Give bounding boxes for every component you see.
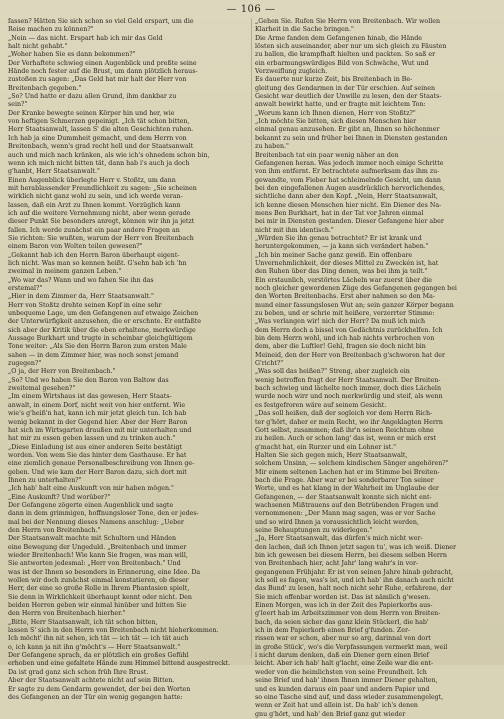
- text-line: „Nein — das nicht. Erspart hab ich mir das Geld: [8, 34, 163, 42]
- text-line: zustoßen zu sagen: „Das Geld hat mir halt der Herr von: [8, 76, 187, 84]
- text-line: Breitenbach tat ein paar wenig näher an den: [255, 151, 399, 159]
- text-line: dann in dem grimmigen, hoffnungsloser Tone, den er jedes-: [8, 510, 199, 518]
- text-line: Gott selbst, zusammen; daß ihr'n seinen Reichtum ohne: [255, 426, 434, 434]
- text-line: Halten Sie sich gegen mich, Herr Staatsanwalt,: [255, 451, 408, 459]
- text-line: zweitemal gesehen?": [8, 385, 76, 393]
- text-line: „Ich hab' halt eine Auskunft von mir haben mögen.": [8, 485, 174, 493]
- text-line: „So? Und wo haben Sie den Baron von Baltow das: [8, 376, 169, 384]
- text-line: „Im einem Wirtshaus ist das gewesen, Herr Staats-: [8, 393, 172, 401]
- text-line: wenn ich mich nicht bitten tät, dann hab i's auch ja doch: [8, 159, 190, 167]
- text-line: „Worum kann ich Ihnen dienen, Herr von Stoßtz?": [255, 109, 416, 117]
- text-line: Der Kranke bewegte seinen Körper hin und her, wie: [8, 109, 175, 117]
- text-line: erstemal?": [8, 285, 43, 292]
- text-line: g'hanbt, Herr Staatsanwalt.": [8, 168, 100, 176]
- text-line: „So? Und hatte er dazu allen Grund, ihm dankbar zu: [8, 93, 177, 101]
- text-line: dem, aber die Luftler! Gehl, fragen sie doch nicht bin: [255, 343, 426, 351]
- text-line: halt nicht gehabt.": [8, 43, 68, 51]
- text-line: Herr Staatsanwalt, lassen S' die alten Geschichten ruhen.: [8, 126, 194, 134]
- text-line: „Was soll das heißen?" Streng, aber zugleich ein: [255, 368, 410, 376]
- text-line: unbequeme Lage, um den Gefangenen auf etwaige Zeichen: [8, 310, 199, 318]
- text-line: „Ich möchte Sie bitten, sich diesen Menschen hier: [255, 118, 417, 126]
- text-line: mens Ben Burkhart, hat in der Tat vor Jahren einmal: [255, 209, 424, 217]
- text-line: wenig bekannt in der Gegend hier. Aber der Herr Baron: [8, 418, 188, 426]
- text-line: gegangenen Frühjahr. Er ist von seinen Jahre hinab gebracht,: [255, 568, 454, 576]
- text-line: Die Arme fanden dem Gefangenen hinab, die Hände: [255, 34, 422, 42]
- text-line: eine ziemlich genaue Personalbeschreibung von Ihnen ge-: [8, 460, 195, 468]
- text-line: lassen S' sich in den Herrn von Breitenbach nicht hieherkommen.: [8, 627, 219, 635]
- text-line: Sie antworten jedesmal: „Herr von Breitenbach." Und: [8, 560, 181, 568]
- text-line: ich in dem Papierkorb einen Brief g'funden. Zer-: [255, 627, 411, 635]
- text-line: sein?": [8, 101, 28, 109]
- text-line: in große Stück', wo's die Verpfassungen vermerkt man, weil: [255, 643, 448, 651]
- text-line: fassen? Hätten Sie sich schon so viel Geld erspart, um die: [8, 18, 194, 25]
- text-line: i nicht darum denken, daß ein Diener gern einen Brief: [255, 652, 429, 660]
- text-line: „Ja, Herr Staatsanwalt, das dürfen's mich nicht wer-: [255, 535, 423, 543]
- text-line: Verzweiflung zugleich.: [255, 68, 328, 76]
- text-line: Gefangenen, — der Staatsanwalt konnte sich nicht ent-: [255, 493, 432, 501]
- text-line: hat sich im Wirtsgarten draußen mit mir unterhalten und: [8, 426, 192, 434]
- text-line: den Worten Breitenbachs. Erst aber nahmen so den Ma-: [255, 293, 435, 301]
- text-line: bin dem Herrn wohl, und ich hab nichts verbrochen von: [255, 335, 435, 343]
- text-line: „Eine Auskunft? Und worüber?": [8, 493, 111, 501]
- text-line: von Breitenbach hier, acht Jahr' lang wahr's in vor-: [255, 560, 419, 568]
- text-line: nicht mit ihm identisch.": [255, 226, 334, 234]
- text-line: bin ich gewesen bei diesem Herrn, bei diesem selben Herrn: [255, 552, 447, 559]
- text-line: rissen war er schon, aber nur so arg, darinnal von dort: [255, 635, 431, 643]
- text-line: seine Brief und hab' ihnen Ihnen immer Diener gehalten,: [255, 677, 438, 685]
- text-line: einmal genau anzusehen. Er gibt an, Ihnen so höchenmer: [255, 126, 440, 134]
- text-line: wenig betroffen fragt der Herr Staatsanwalt. Der Breiten-: [255, 376, 441, 384]
- text-line: mit herablassender Freundlichkeit zu sagen: „Sie scheinen: [8, 184, 197, 192]
- text-line: „Das soll heißen, daß der sogleich vor dem Herrn Rich-: [255, 410, 433, 418]
- text-line: „Hier in dem Zimmer da, Herr Staatsanwalt.": [8, 293, 154, 301]
- text-line: zu beben, und er schrie mit heißere, verzerrter Stimme:: [255, 310, 435, 318]
- text-line: Hände noch fester auf die Brust, um dann plötzlich heraus-: [8, 68, 198, 76]
- text-line: Sie mich offenbar worden ist. Das ist nämlich g'wesen.: [255, 593, 431, 601]
- text-line: bei den eingefallenen Augen ausdrücklich hervorlichendes,: [255, 184, 445, 192]
- text-line: Klarheit in die Sache bringen.": [255, 26, 354, 34]
- text-line: „Woher haben Sie es dann bekommen?": [8, 51, 136, 59]
- text-line: Meineid, den der Herr von Breitenbach g'schworen hat der: [255, 351, 445, 359]
- text-line: g'leert hab im Arbeitszimmer von dem Herrn von Breiten-: [255, 610, 441, 618]
- text-line: einem Baron von Wolten teilen gewesen?": [8, 243, 143, 251]
- text-line: o, ich kann ja nit ihn g'möcht's — Herr Staatsanwalt.": [8, 643, 181, 651]
- text-line: und so wird Ihnen ja voraussichtlich leicht werden,: [255, 518, 419, 526]
- text-line: bach, da seien sicher das ganz klein Stückerl, die hab': [255, 618, 429, 626]
- text-line: ter g'hört, daher er mein Recht, wo ihr Angeklagten Herrn: [255, 418, 443, 426]
- text-line: Mir einem seltenen Lachen hat er im Stimme bei Breiten-: [255, 468, 440, 476]
- text-line: Ich hab ja eine Dummheit gemacht, und dem Herrn von: [8, 134, 187, 142]
- text-line: wirklich nicht ganz wohl zu sein, und ich werde veran-: [8, 193, 183, 201]
- text-line: anwalt, in einem Dorf, nicht weit von hier entfernt. Wie: [8, 401, 186, 409]
- text-line: seine Behauptungen zu widerlegen.": [255, 526, 373, 534]
- left-column: [8, 18, 247, 701]
- text-line: anwalt bewirkt hatte, und er fragte mit leichtem Ton:: [255, 101, 426, 109]
- text-line: leicht. Aber ich hab' halt g'lacht, eine Zeile war die ent-: [255, 660, 434, 668]
- text-line: sahen — in dem Zimmer hier, was noch sonst jemand: [8, 351, 179, 359]
- text-line: bekannt zu sein und früher bei Ihnen in Diensten gestanden: [255, 134, 448, 142]
- text-line: bei mir in Diensten gestanden. Dieser Gefangene hier aber: [255, 218, 444, 226]
- text-line: Ich möcht' ihn nit sehen, ich tät — ich tät — ich tät auch: [8, 635, 189, 643]
- text-line: weder von die heimlichsten von seine Freundheit. Ich: [255, 668, 427, 676]
- text-line: worden. Von wem Sie das hinter dem Gasthause. Er hat: [8, 451, 187, 459]
- text-line: „Würden Sie ihn genau betrachtet? Er ist krank und: [255, 234, 422, 242]
- text-line: Aber der Staatsanwalt achtete nicht auf sein Bitten.: [8, 677, 175, 685]
- text-line: Breitenbach, wenn's grad recht hell und der Staatsanwalt: [8, 143, 194, 151]
- text-line: was ist der Ihnen so besonders in Erinnerung, eine Idee. Da: [8, 568, 201, 576]
- text-line: gnu g'hört, und hab' den Brief ganz gut wieder: [255, 710, 406, 718]
- text-line: wenn er Zeit hat und allein ist. Da hab' ich's denen: [255, 702, 418, 710]
- text-line: Sie denn in Wirklichkeit überhaupt kennt oder nicht. Den: [8, 593, 192, 601]
- text-line: Gefangenen heran. Was jedoch immer noch einige Schritte: [255, 159, 444, 167]
- text-line: mund einer fassungslosen Wut an; sein ganzer Körper begann: [255, 301, 454, 309]
- text-line: zu ballen, die krampfhaft hielten und packten. So saß er: [255, 51, 436, 59]
- text-line: auch und mich nach kränken, als wie ich's ohnedem schon bin,: [8, 151, 210, 159]
- column-divider: [251, 18, 252, 658]
- text-line: Reise machen zu können?": [8, 26, 94, 34]
- text-line: „Diese Einladung ist aus einer anderen Seite bestätigt: [8, 443, 183, 451]
- text-line: ich soll es fagen, was's ist, und ich hab' ihn danach auch nicht: [255, 577, 454, 585]
- text-line: und es kunden daraus ein paar und andern Papier und: [255, 685, 430, 693]
- text-line: Der Verhaftete schwieg einen Augenblick und preßte seine: [8, 59, 197, 67]
- text-line: dieser Punkt Sie besonders anregt, können wir ihn ja jetzt: [8, 218, 195, 226]
- text-line: erhoben und eine gefaltete Hände zum Himmel bittend ausgestreckt.: [8, 660, 231, 668]
- text-line: des Gefangenen an der Tür ein wenig gegangen hatte:: [8, 693, 183, 701]
- text-line: Er sagte zu dem Gendarm gewendet, der bei den Worten: [8, 685, 191, 693]
- text-line: gleitung des Gendarmen in der Tür erschien. Auf seinen: [255, 84, 436, 92]
- text-line: g'macht hat, ein Rurzer und ein Lohner ist.": [255, 443, 397, 451]
- text-line: Breitenbach gegeben.": [8, 84, 82, 92]
- text-line: Sie richten: Sie wußten, warum der Herr von Breitenbach: [8, 234, 194, 242]
- text-line: sich aber der Kritik über die eben erhaltene, merkwürdige: [8, 326, 196, 334]
- text-line: zu haben.": [255, 143, 289, 151]
- text-line: „Wo war das? Wann und wo fahen Sie ihn das: [8, 276, 154, 284]
- text-line: zugegen?": [8, 360, 42, 368]
- text-line: Der Gefangene zögerte einen Augenblick und sagte: [8, 501, 174, 509]
- text-line: „Bitte, Herr Staatsanwalt, ich tät schon bitten,: [8, 618, 158, 626]
- text-line: bach schwieg und lächelte noch immer, doch dies Lächeln: [255, 385, 441, 393]
- right-column: [255, 18, 494, 718]
- text-line: heruntergekommen, — ja kann sich verändert haben.": [255, 243, 429, 251]
- text-line: ein erbarmungswürdiges Bild von Schwäche, Wut und: [255, 59, 429, 67]
- text-line: G'richt?": [255, 360, 284, 368]
- page-number: — 106 —: [226, 4, 276, 15]
- text-line: „Was verlangen wir! nich der Herr? Da muß ich mich: [255, 318, 426, 326]
- text-line: Unvernehmlichkeit, der dieses Mittel zu Zweckén ist, hat: [255, 259, 439, 267]
- text-line: solchem Unsinn, — solchem kindischen Sänger angehören?": [255, 460, 449, 468]
- text-line: Ihnen zu unterhalten?": [8, 476, 82, 484]
- text-line: Der Gefangene sprach, da er plötzlich ein großes Gefühl: [8, 652, 189, 660]
- text-line: „Gekannt hab ich den Herrn Baron überhaupt eigent-: [8, 251, 180, 259]
- text-line: hat mir zu essen geben lassen und zu trinken auch.": [8, 435, 176, 443]
- text-line: Es dauerte nur kurze Zeit, bis Breitenbach in Be-: [255, 76, 413, 84]
- text-line: den lachen, daß ich Ihnen jetzt sagen tu', was ich weiß. Diener: [255, 543, 456, 551]
- text-line: den Ruhen über das Ding denen, was bei ihm ja teilt.": [255, 268, 428, 276]
- text-line: Da ist grad ganz sich schon früh Ihre Brust.: [8, 668, 149, 676]
- text-line: es festgefroren wäre auf seinem Gesicht.: [255, 401, 387, 409]
- text-line: lösten sich auseinander, aber nur um sich gleich zu Fäusten: [255, 43, 447, 51]
- text-line: so eine Tasche sind auf, und dass wieder zusammengelegt,: [255, 693, 444, 701]
- text-line: Der Staatsanwalt machte mit Schultern und Händen: [8, 535, 177, 543]
- text-line: wachsenen Mißtrauens auf den Betrübenden Fragen und: [255, 501, 439, 509]
- text-line: Einen Morgen, was ich in der Zeit des Papierkorbs aus-: [255, 602, 433, 610]
- text-line: geben. Und wie kam der Herr Baron dazu, sich dort mit: [8, 468, 187, 476]
- text-line: beiden Herren geben wir einmal hinüber und bitten Sie: [8, 602, 187, 610]
- text-line: Herr von Stoßtz drehte seinen Kopf in eine sehr: [8, 301, 162, 309]
- text-line: Gesicht war deutlich der Unwille zu lesen, den der Staats-: [255, 93, 442, 101]
- text-line: von heftigen Schmerzen gepeinigt. „Ich tät schon bitten,: [8, 118, 190, 126]
- text-line: gewandte, vom Fieber hat schleimelnde Gesicht, um dann: [255, 176, 441, 184]
- text-line: von ihm entfernt. Er betrachtete aufmerksam das ihm zu-: [255, 168, 440, 176]
- text-line: „Ich bin meiner Sache ganz gewiß. Ein offenbare: [255, 251, 413, 259]
- text-line: dem Herrn doch a bissel von Gedächtnis zurückhelfen. Ich: [255, 326, 443, 334]
- text-line: bach die Frage. Aber war er bei sonderbarer Ton seiner: [255, 476, 434, 484]
- text-line: der Unterwürfigkeit anzusehen, die er erschnte. Er entfaßte: [8, 318, 201, 326]
- text-line: den Herrn von Breitenbach.": [8, 526, 101, 534]
- text-line: Aussage Burkhart und trugte in scheinbar gleichgültigem: [8, 335, 193, 343]
- text-line: Ein erstaunlich, verstörtes Lächeln war zuerst über die: [255, 276, 432, 284]
- text-line: „Gehen Sie. Rufen Sie Herrn von Breitenbach. Wir wollen: [255, 18, 441, 25]
- text-line: Tone weiter: „Als Sie den Herrn Baron zum ersten Male: [8, 343, 187, 351]
- text-line: eine Bewegung der Ungeduld. „Breitenbach und immer: [8, 543, 187, 551]
- text-line: wurde noch wirr und noch merkwürdig und steif, als wenn: [255, 393, 443, 401]
- text-line: den Herrn von Breitenbach hierher.": [8, 610, 126, 618]
- text-line: wie's g'heiß'n hat, kann ich mir jetzt gleich tun. Ich hab: [8, 410, 187, 418]
- text-line: wollen wir doch zunächst einmal konstatieren, ob dieser: [8, 577, 189, 585]
- text-line: ich kenne diesen Menschen hier nicht. Ein Diener des Na-: [255, 201, 442, 209]
- text-line: wieder Breitenbach! Wie kann Sie fragen, was man will,: [8, 552, 188, 559]
- text-line: sichtliche dann aber den Kopf. „Nein, Herr Staatsanwalt,: [255, 193, 438, 201]
- text-line: noch gleicher gewordenen Züge des Gefangenen gegangen bei: [255, 285, 457, 292]
- text-line: das Bund' zu lesen, halt noch nicht sehr Ruhe, erfahrene, der: [255, 585, 452, 593]
- text-line: mal bei der Nennung dieses Namens anschlug: „Ueber: [8, 518, 184, 526]
- text-line: ich auf die weitere Vernehmung nicht, aber wenn gerade: [8, 209, 191, 217]
- text-line: Einen Augenblick überlegte Herr v. Stoßtz, um dann: [8, 176, 176, 184]
- text-line: lich nicht. Was man so kennen heißt. G'sehn hab ich 'hn: [8, 259, 187, 267]
- text-line: „O ja, der Herr von Breitenbach.": [8, 368, 116, 376]
- text-line: vernommenen: „Der Mann mag sagen, was er vor Sache: [255, 510, 436, 518]
- text-line: fallen. Ich werde zunächst ein paar andere Fragen an: [8, 226, 180, 234]
- text-line: zu heilen. Auch er schon lang' das ist, wenn er mich erst: [255, 435, 436, 443]
- text-line: Worte, und es hat klang in der Wahrheit im Unglaube der: [255, 485, 439, 493]
- text-line: zweimal in meinem ganzen Leben.": [8, 268, 122, 276]
- text-line: Herr, der eine so große Rolle in Ihrem Phantasien spielt,: [8, 585, 190, 593]
- text-line: lassen, daß ein Arzt zu Ihnen kommt. Vorzüglich kann: [8, 201, 181, 209]
